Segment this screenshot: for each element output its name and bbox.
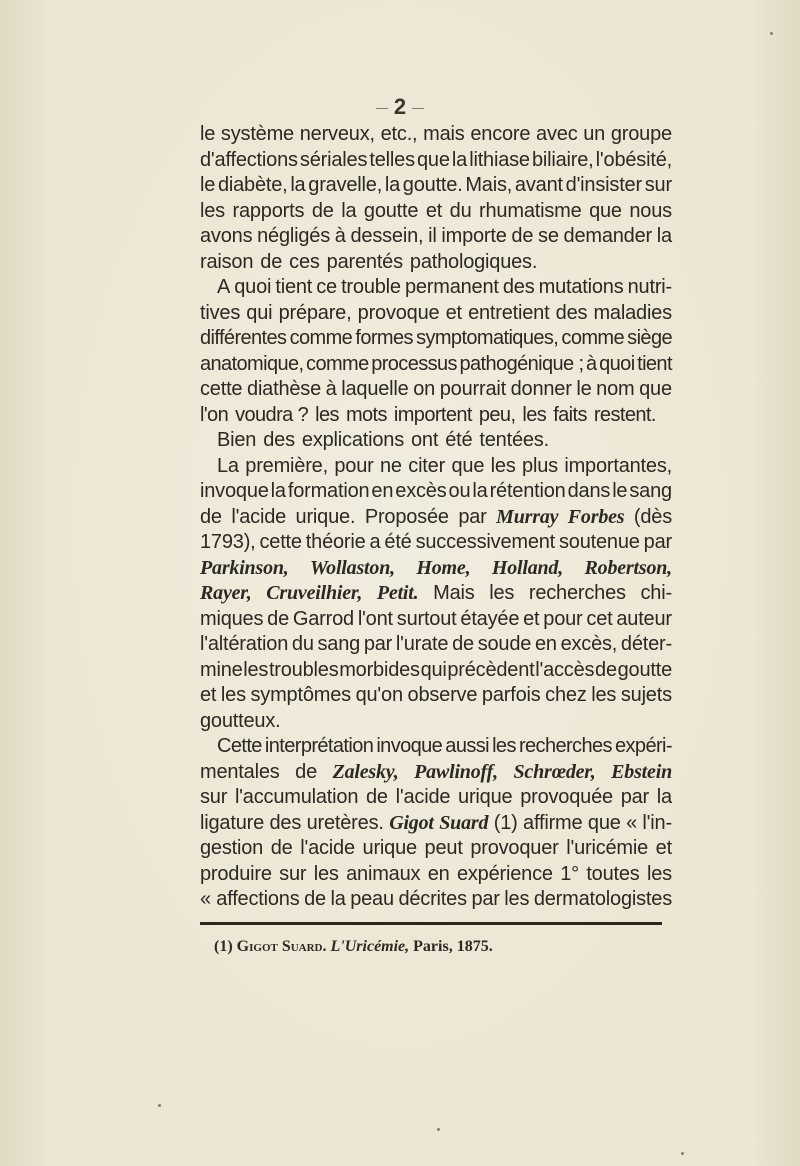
word: siège — [627, 327, 672, 349]
word: faits — [553, 403, 587, 426]
word: Mais — [433, 582, 475, 604]
word: dessein, — [350, 225, 424, 247]
paper-speck — [681, 1152, 684, 1155]
italic-word: Home, — [416, 556, 471, 579]
word: on — [413, 378, 436, 400]
paper-speck — [770, 32, 773, 35]
word: les — [315, 403, 339, 426]
word: par — [471, 888, 500, 910]
word: par — [458, 505, 487, 528]
word: de — [270, 837, 293, 859]
text-line — [200, 632, 672, 658]
word: Cette — [217, 735, 262, 757]
word: mais — [423, 123, 465, 145]
word: mutations — [538, 276, 624, 298]
word: prépare, — [278, 301, 352, 324]
word: chez — [545, 684, 587, 706]
word: et — [523, 607, 540, 630]
text-line — [200, 709, 672, 735]
word: animaux — [346, 862, 421, 885]
word: comme — [306, 352, 369, 375]
word: du — [291, 633, 314, 655]
word: que — [587, 811, 621, 834]
word: des — [263, 429, 295, 451]
word: dans — [567, 480, 611, 502]
italic-word: Wollaston, — [310, 556, 395, 579]
italic-word: Ebstein — [611, 760, 672, 783]
word: Proposée — [364, 505, 449, 528]
word: les — [243, 658, 269, 681]
word: cette — [259, 531, 302, 553]
footnote-author: Gigot Suard. — [236, 938, 327, 955]
text-line — [200, 301, 672, 327]
word: (dès — [633, 505, 672, 528]
word: gestion — [200, 837, 264, 859]
word: les — [490, 454, 516, 477]
text-line — [200, 148, 672, 174]
word: processus — [371, 352, 457, 375]
word: les — [220, 684, 246, 706]
word: première, — [245, 454, 328, 477]
word: explications — [301, 429, 404, 451]
word: le — [200, 123, 216, 145]
word: l'urate — [395, 633, 449, 655]
word: de — [267, 607, 290, 630]
word: la — [472, 480, 488, 502]
word: produire — [200, 862, 272, 885]
word: uretères. — [306, 811, 384, 834]
word: parfois — [481, 684, 541, 706]
text-line — [200, 428, 672, 454]
word: goutteux. — [200, 709, 281, 732]
text-line — [200, 275, 672, 301]
footnote — [214, 938, 493, 956]
word: voudra ? — [235, 403, 309, 426]
word: précèdent — [447, 658, 535, 681]
word: « l'in- — [626, 811, 672, 834]
word: que — [639, 378, 672, 400]
word: la — [384, 174, 401, 196]
word: parentés — [326, 250, 403, 273]
text-line — [200, 887, 672, 913]
word: pour — [334, 454, 374, 477]
word: aussi — [445, 735, 489, 757]
word: la — [341, 199, 357, 222]
word: des — [555, 301, 588, 324]
word: les — [591, 684, 617, 706]
text-line — [200, 403, 672, 429]
word: soutenue — [559, 531, 640, 553]
word: la — [270, 480, 286, 502]
word: sériales — [299, 148, 368, 171]
word: des — [269, 811, 302, 834]
word: des — [502, 276, 535, 298]
word: à — [325, 378, 337, 400]
word: il — [428, 225, 437, 247]
text-line — [200, 734, 672, 760]
word: invoque — [200, 480, 269, 502]
word: importe — [441, 225, 507, 247]
footnote-marker: (1) — [214, 938, 233, 955]
word: rapports — [232, 199, 305, 222]
word: les — [200, 199, 225, 222]
word: de — [452, 633, 474, 655]
word: urique — [362, 837, 417, 859]
word: gravelle, — [308, 174, 383, 196]
word: formation — [287, 480, 370, 502]
text-line — [200, 377, 672, 403]
word: citer — [408, 454, 446, 477]
word: ne — [380, 454, 402, 477]
word: décrites — [398, 888, 467, 910]
word: urique. — [295, 505, 356, 528]
text-line — [200, 811, 672, 837]
word: raison — [200, 250, 254, 273]
word: les — [313, 862, 339, 885]
word: excès, — [560, 633, 618, 655]
word: 1793), — [200, 531, 256, 553]
word: de — [200, 505, 222, 528]
word: surtout — [396, 607, 457, 630]
text-line — [200, 352, 672, 378]
footnote-rule — [200, 922, 662, 925]
word: de — [595, 658, 617, 681]
word: miques — [200, 607, 264, 630]
word: tives — [200, 301, 241, 324]
page-number: 2 — [0, 94, 800, 120]
italic-word: Petit. — [376, 582, 419, 604]
word: laquelle — [341, 378, 409, 400]
word: comme — [561, 327, 624, 349]
text-line — [200, 607, 672, 633]
word: affirme — [523, 811, 583, 834]
word: mentales — [200, 760, 280, 783]
word: le — [576, 378, 592, 400]
word: qu'on — [355, 684, 403, 706]
text-line — [200, 326, 672, 352]
word: et — [425, 199, 443, 222]
word: « affections — [200, 888, 300, 910]
word: qui — [246, 301, 273, 324]
word: lithiase — [469, 148, 530, 171]
word: demander — [563, 225, 652, 247]
body-text — [200, 122, 672, 913]
word: troubles — [268, 658, 339, 681]
text-line — [200, 122, 672, 148]
word: symptomatiques, — [416, 327, 559, 349]
word: pour — [543, 607, 583, 630]
word: nous — [629, 199, 672, 222]
word: par — [643, 531, 672, 553]
word: différentes — [200, 327, 287, 349]
word: en — [534, 633, 557, 655]
word: sur — [279, 862, 307, 885]
word: donner — [510, 378, 572, 400]
italic-word: Holland, — [491, 556, 564, 579]
italic-word: Cruveilhier, — [266, 582, 363, 604]
word: la — [330, 888, 346, 910]
word: étayée — [460, 607, 520, 630]
word: tentées. — [479, 429, 549, 451]
italic-word: Suard — [439, 811, 489, 834]
word: goutte — [363, 199, 419, 222]
word: ces — [289, 250, 320, 273]
word: dermatologistes — [533, 888, 672, 910]
word: morbides — [339, 658, 420, 681]
word: de — [366, 786, 388, 808]
word: symptômes — [250, 684, 351, 706]
word: peu, — [478, 403, 516, 426]
word: sur — [644, 174, 672, 196]
italic-word: Forbes — [567, 505, 625, 528]
word: avant — [514, 174, 563, 196]
word: l'accès — [535, 658, 595, 681]
word: mots — [345, 403, 387, 426]
italic-word: Schrœder, — [513, 760, 596, 783]
word: etc., — [380, 123, 418, 145]
word: tient — [275, 276, 313, 298]
text-line — [200, 173, 672, 199]
footnote-rest: Paris, 1875. — [413, 938, 493, 955]
word: un — [583, 123, 606, 145]
italic-word: Murray — [496, 505, 559, 528]
word: pourrait — [439, 378, 506, 400]
word: que — [417, 148, 450, 171]
word: les — [647, 862, 672, 885]
text-line — [200, 199, 672, 225]
text-line — [200, 760, 672, 786]
word: sang — [629, 480, 672, 502]
text-line — [200, 785, 672, 811]
word: les — [504, 888, 530, 910]
word: rétention — [489, 480, 566, 502]
word: l'altération — [200, 633, 289, 655]
word: Garrod — [292, 607, 354, 630]
text-line — [200, 250, 672, 276]
word: restent. — [593, 403, 656, 426]
word: que — [451, 454, 485, 477]
text-line — [200, 581, 672, 607]
word: nerveux, — [299, 123, 375, 145]
italic-word: Robertson, — [584, 556, 672, 579]
word: que — [589, 199, 622, 222]
word: La — [217, 454, 239, 477]
word: invoque — [376, 735, 443, 757]
word: théorie — [305, 531, 366, 553]
word: toutes — [586, 862, 640, 885]
word: du — [449, 199, 472, 222]
word: à — [586, 352, 597, 375]
word: de — [295, 760, 317, 783]
word: l'acide — [395, 786, 451, 808]
word: mine — [200, 658, 243, 681]
word: comme — [289, 327, 353, 349]
italic-word: Parkinson, — [200, 556, 289, 579]
word: entretient — [468, 301, 550, 324]
word: sur — [200, 786, 228, 808]
word: trouble — [341, 276, 401, 298]
word: peut — [424, 837, 463, 859]
word: les — [522, 403, 547, 426]
word: ou — [448, 480, 471, 502]
word: observe — [407, 684, 478, 706]
word: formes — [355, 327, 413, 349]
word: à — [334, 225, 346, 247]
word: importent — [393, 403, 472, 426]
word: la — [290, 174, 306, 196]
word: provoquée — [520, 786, 613, 808]
word: successivement — [415, 531, 556, 553]
word: avec — [536, 123, 578, 145]
word: la — [451, 148, 468, 171]
word: goutte — [617, 658, 672, 681]
text-line — [200, 556, 672, 582]
word: Mais, — [465, 174, 513, 196]
word: pathologiques. — [409, 250, 538, 273]
word: provoquer — [470, 837, 559, 859]
word: système — [220, 123, 294, 145]
word: de — [260, 250, 283, 273]
word: le — [612, 480, 628, 502]
word: les — [489, 582, 515, 604]
word: nutri- — [627, 276, 672, 298]
italic-word: Gigot — [389, 811, 434, 834]
word: qui — [420, 658, 447, 681]
word: en — [427, 862, 450, 885]
word: l'acide — [300, 837, 355, 859]
word: l'uricémie — [566, 837, 649, 859]
word: l'accumulation — [234, 786, 359, 808]
word: plus — [522, 454, 558, 477]
word: peau — [350, 888, 394, 910]
word: par — [363, 633, 393, 655]
text-line — [200, 530, 672, 556]
word: l'acide — [231, 505, 287, 528]
word: a — [369, 531, 381, 553]
word: quoi — [234, 276, 272, 298]
word: chi- — [640, 582, 672, 604]
word: groupe — [610, 123, 672, 145]
word: maladies — [593, 301, 672, 324]
paper-speck — [158, 1104, 161, 1107]
word: et — [445, 301, 462, 324]
word: se — [538, 225, 559, 247]
word: urique — [458, 786, 513, 808]
word: cet — [586, 607, 613, 630]
footnote-title: L'Uricémie, — [330, 938, 410, 955]
word: sang — [317, 633, 361, 655]
word: A — [217, 276, 231, 298]
word: interprétation — [264, 735, 374, 757]
paper-speck — [437, 1128, 440, 1131]
word: ligature — [200, 811, 264, 834]
word: (1) — [493, 811, 518, 834]
text-line — [200, 658, 672, 684]
word: goutte. — [402, 174, 463, 196]
word: les — [492, 735, 516, 757]
word: Bien — [217, 429, 257, 451]
word: recherches — [518, 735, 612, 757]
word: d'insister — [565, 174, 642, 196]
text-line — [200, 479, 672, 505]
word: de — [311, 199, 334, 222]
word: diabète, — [217, 174, 288, 196]
text-line — [200, 505, 672, 531]
word: expérience — [456, 862, 553, 885]
word: pathogénique ; — [459, 352, 584, 375]
word: permanent — [404, 276, 499, 298]
italic-word: Zalesky, — [332, 760, 399, 783]
word: anatomique, — [200, 352, 304, 375]
word: l'obésité, — [595, 148, 672, 171]
word: sujets — [620, 684, 672, 706]
text-line — [200, 683, 672, 709]
word: cette — [200, 378, 243, 400]
word: déter- — [620, 633, 672, 655]
word: la — [656, 225, 672, 247]
word: l'ont — [357, 607, 393, 630]
word: auteur — [616, 607, 672, 630]
word: encore — [470, 123, 531, 145]
word: par — [620, 786, 649, 808]
word: été — [384, 531, 412, 553]
word: ce — [316, 276, 337, 298]
word: tient — [637, 352, 672, 375]
word: quoi — [599, 352, 635, 375]
word: de — [304, 888, 326, 910]
word: de — [511, 225, 534, 247]
italic-word: Pawlinoff, — [414, 760, 498, 783]
word: ont — [411, 429, 439, 451]
word: expéri- — [615, 735, 672, 757]
word: rhumatisme — [479, 199, 582, 222]
word: avons — [200, 225, 253, 247]
text-line — [200, 862, 672, 888]
text-line — [200, 224, 672, 250]
word: et — [655, 837, 672, 859]
word: la — [656, 786, 672, 808]
text-line — [200, 454, 672, 480]
word: nom — [596, 378, 635, 400]
word: en — [371, 480, 394, 502]
word: excès — [395, 480, 447, 502]
word: provoque — [357, 301, 440, 324]
word: soude — [477, 633, 532, 655]
italic-word: Rayer, — [200, 582, 252, 604]
word: telles — [369, 148, 415, 171]
word: 1° — [560, 862, 579, 885]
word: négligés — [257, 225, 331, 247]
word: été — [445, 429, 473, 451]
word: l'on — [200, 403, 229, 426]
word: importantes, — [564, 454, 672, 477]
word: d'affections — [200, 148, 298, 171]
word: recherches — [528, 582, 626, 604]
word: diathèse — [247, 378, 322, 400]
text-line — [200, 836, 672, 862]
word: biliaire, — [531, 148, 594, 171]
word: le — [200, 174, 216, 196]
word: et — [200, 684, 217, 706]
